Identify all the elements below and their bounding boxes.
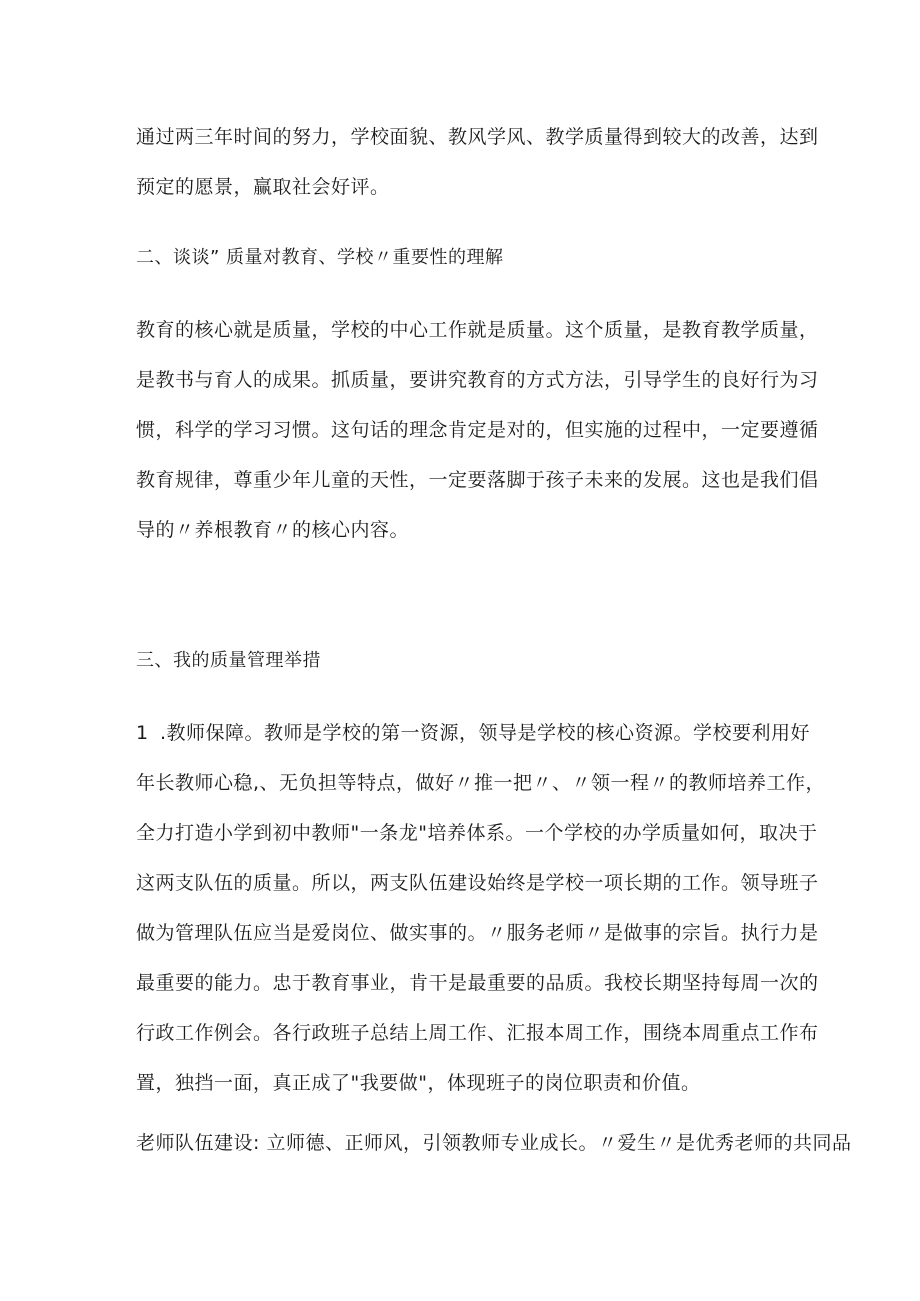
text-line: 惯，科学的学习习惯。这句话的理念肯定是对的，但实施的过程中，一定要遵循 bbox=[136, 419, 819, 441]
paragraph-teacher-team bbox=[136, 1118, 852, 1168]
text-line: 行政工作例会。各行政班子总结上周工作、汇报本周工作，围绕本周重点工作布 bbox=[136, 1022, 819, 1044]
paragraph-teacher-guarantee bbox=[136, 708, 826, 1108]
text-line: 置，独挡一面，真正成了"我要做"，体现班子的岗位职责和价值。 bbox=[136, 1072, 701, 1094]
text-line: 年长教师心稳,、无负担等特点，做好〃推一把〃、〃领一程〃的教师培养工作， bbox=[136, 772, 826, 794]
text-segment: .教师保障。教师是学校的第一资源，领导是学校的核心资源。学校要利用好 bbox=[160, 722, 811, 744]
text-line: 教育的核心就是质量，学校的中心工作就是质量。这个质量，是教育教学质量， bbox=[136, 319, 819, 341]
paragraph-quality bbox=[136, 305, 819, 555]
paragraph-intro bbox=[136, 112, 819, 212]
text-line: 全力打造小学到初中教师"一条龙"培养体系。一个学校的办学质量如何，取决于 bbox=[136, 822, 818, 844]
text-line: 老师队伍建设: 立师德、正师风，引领教师专业成长。〃爱生〃是优秀老师的共同品 bbox=[136, 1132, 852, 1154]
text-line: 最重要的能力。忠于教育事业，肯干是最重要的品质。我校长期坚持每周一次的 bbox=[136, 972, 819, 994]
item-number: 1 bbox=[136, 722, 149, 744]
text-line: 做为管理队伍应当是爱岗位、做实事的。〃服务老师〃是做事的宗旨。执行力是 bbox=[136, 922, 819, 944]
text-line: 导的〃养根教育〃的核心内容。 bbox=[136, 519, 410, 541]
heading-text: 三、我的质量管理举措 bbox=[136, 650, 321, 671]
section-heading-3 bbox=[136, 636, 796, 686]
heading-text: 二、谈谈” 质量对教育、学校〃重要性的理解 bbox=[136, 247, 504, 268]
text-line: 是教书与育人的成果。抓质量，要讲究教育的方式方法，引导学生的良好行为习 bbox=[136, 369, 819, 391]
text-line: 预定的愿景，赢取社会好评。 bbox=[136, 176, 390, 198]
text-line bbox=[136, 708, 811, 758]
text-line: 教育规律，尊重少年儿童的天性，一定要落脚于孩子未来的发展。这也是我们倡 bbox=[136, 469, 819, 491]
text-line: 这两支队伍的质量。所以，两支队伍建设始终是学校一项长期的工作。领导班子 bbox=[136, 872, 819, 894]
text-line: 通过两三年时间的努力，学校面貌、教风学风、教学质量得到较大的改善，达到 bbox=[136, 126, 819, 148]
section-heading-2 bbox=[136, 233, 796, 283]
